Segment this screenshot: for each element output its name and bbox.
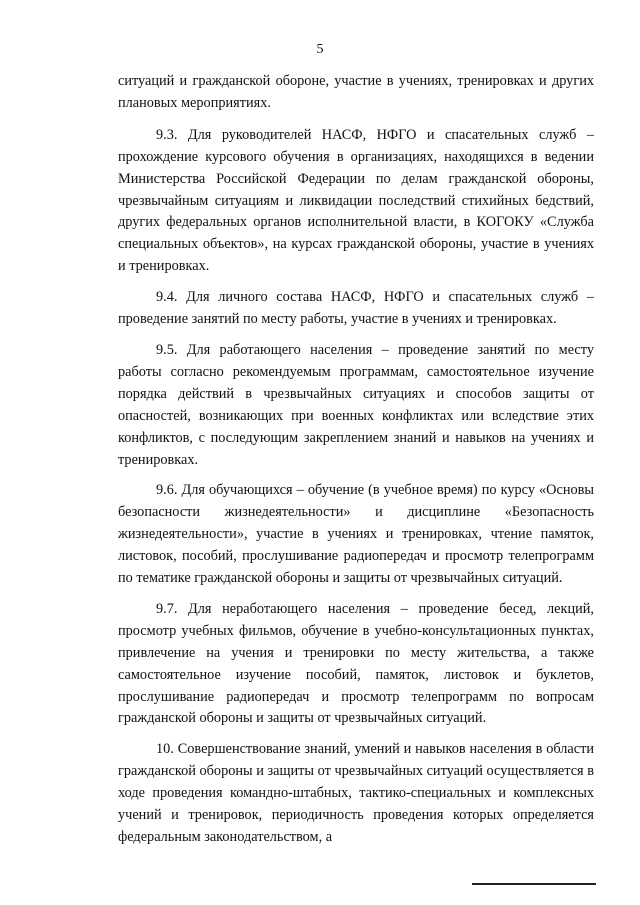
footer-rule	[472, 883, 596, 885]
paragraph-9-6: 9.6. Для обучающихся – обучение (в учебное время) по курсу «Основы безопасности жизнедеятельности» и дисциплине «Безопасность жизнедеятельности», участие в учениях и тренировках, чтение памяток, листовок, пособий, прослушивание радиопередач и просмотр телепрограмм по тематике гражданской обороны и защиты от чрезвычайных ситуаций.	[118, 482, 594, 587]
paragraph-9-5: 9.5. Для работающего населения – проведение занятий по месту работы согласно рекомендуемым программам, самостоятельное изучение порядка действий в чрезвычайных ситуациях и способов защиты от опасностей, возникающих при военных конфликтах или вследствие этих конфликтов, с последующим закреплением знаний и навыков на учениях и тренировках.	[118, 341, 594, 468]
document-body	[118, 71, 594, 849]
page-number: 5	[316, 42, 324, 57]
paragraph-9-4: 9.4. Для личного состава НАСФ, НФГО и спасательных служб – проведение занятий по месту работы, участие в учениях и тренировках.	[118, 289, 594, 328]
paragraph-10: 10. Совершенствование знаний, умений и навыков населения в области гражданской обороны и защиты от чрезвычайных ситуаций осуществляется в ходе проведения командно-штабных, тактико-специальных и комплексных учений и тренировок, периодичность проведения которых определяется федеральным законодательством, а	[118, 741, 594, 845]
paragraph-9-3: 9.3. Для руководителей НАСФ, НФГО и спасательных служб – прохождение курсового обучения в организациях, находящихся в ведении Министерства Российской Федерации по делам гражданской обороны, чрезвычайным ситуациям и ликвидации последствий стихийных бедствий, других федеральных органов исполнительной власти, в КОГОКУ «Служба специальных объектов», на курсах гражданской обороны, участие в учениях и тренировках.	[118, 126, 594, 275]
paragraph-9-7: 9.7. Для неработающего населения – проведение бесед, лекций, просмотр учебных фильмов, обучение в учебно-консультационных пунктах, привлечение на учения и тренировки по месту жительства, а также самостоятельное изучение пособий, памяток, листовок и буклетов, прослушивание радиопередач и просмотр телепрограмм по вопросам гражданской обороны и защиты от чрезвычайных ситуаций.	[118, 600, 594, 727]
paragraph-continuation: ситуаций и гражданской обороне, участие в учениях, тренировках и других плановых мероприятиях.	[118, 73, 594, 111]
